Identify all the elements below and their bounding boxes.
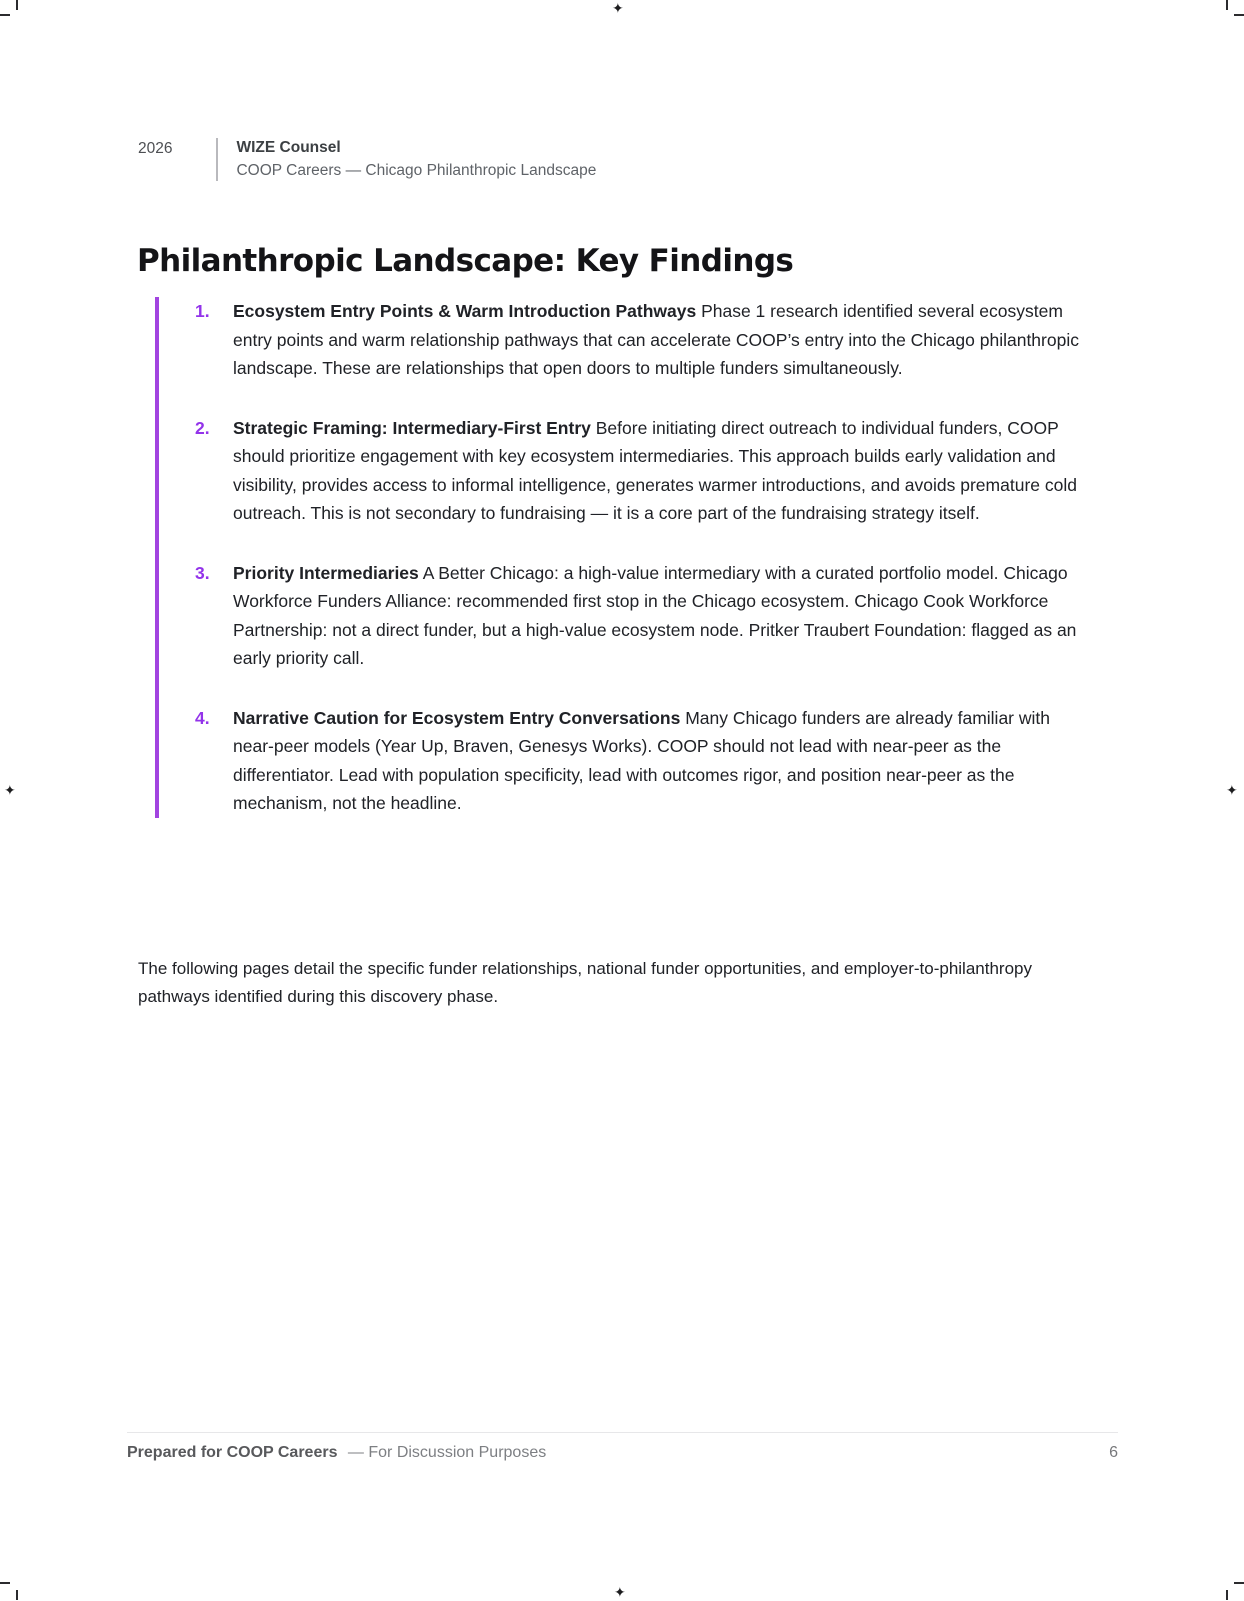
finding-text: Many Chicago funders are already familiar with near-peer models (Year Up, Braven, Genesys Works). COOP should not lead with near-peer as the differentiator. Lead with population specificity, lead with outcomes rigor, and position near-peer as the mechanism, not the headline. [233,707,1050,813]
finding-number: 1. [195,301,210,321]
page-number: 6 [1109,1444,1118,1461]
header-divider [216,138,218,181]
finding-text: Before initiating direct outreach to individual funders, COOP should prioritize engagement with key ecosystem intermediaries. This approach builds early validation and visibility, provides access to informal intelligence, generates warmer introductions, and avoids premature cold outreach. This is not secondary to fundraising — it is a core part of the fundraising strategy itself. [233,417,1077,523]
crop-mark-bottom-right-vertical [1226,1590,1228,1600]
finding-title: Narrative Caution for Ecosystem Entry Conversations [233,707,681,728]
list-item-finding-2 [195,414,1084,528]
footer-left-text [127,1444,546,1462]
finding-body [233,297,1084,383]
finding-body [233,704,1084,818]
crop-mark-top-left-vertical [16,0,18,10]
finding-number: 2. [195,417,210,438]
document-header [138,138,596,181]
finding-title: Priority Intermediaries [233,562,419,583]
registration-star-icon-bottom: ✦ [614,1585,626,1601]
registration-star-icon-right: ✦ [1226,783,1238,799]
finding-text: A Better Chicago: a high-value intermediary with a curated portfolio model. Chicago Workforce Funders Alliance: recommended first stop in the Chicago ecosystem. Chicago Cook Workforce Partnership: not a direct funder, but a high-value ecosystem node. Pritker Traubert Foundation: flagged as an early priority call. [233,562,1077,668]
crop-mark-top-left-horizontal [0,14,10,16]
footer-purpose-label: — For Discussion Purposes [347,1444,547,1461]
finding-number: 3. [195,562,210,583]
finding-title: Ecosystem Entry Points & Warm Introduction Pathways [233,301,697,321]
crop-mark-top-right-horizontal [1234,14,1244,16]
finding-body [233,559,1084,673]
finding-text: Phase 1 research identified several ecosystem entry points and warm relationship pathways that can accelerate COOP’s entry into the Chicago philanthropic landscape. These are relationships that open doors to multiple funders simultaneously. [233,301,1079,378]
list-item-finding-1 [195,297,1084,383]
registration-star-icon-top: ✦ [612,1,624,17]
footer-prepared-label: Prepared for COOP Careers [127,1444,338,1461]
footer-divider-line [127,1432,1118,1433]
header-report-subtitle: COOP Careers — Chicago Philanthropic Landscape [236,162,597,179]
registration-star-icon-left: ✦ [4,783,16,799]
finding-title: Strategic Framing: Intermediary-First Entry [233,417,591,438]
crop-mark-bottom-left-vertical [16,1590,18,1600]
list-item-finding-4 [195,704,1084,818]
finding-number: 4. [195,707,210,728]
header-year: 2026 [138,140,173,157]
header-org-name: WIZE Counsel [236,139,341,156]
page-footer [127,1444,1118,1462]
header-text-block [236,138,596,181]
page-title: Philanthropic Landscape: Key Findings [137,242,794,279]
crop-mark-bottom-left-horizontal [0,1582,10,1584]
key-findings-list [155,297,1084,818]
crop-mark-bottom-right-horizontal [1234,1582,1244,1584]
list-item-finding-3 [195,559,1084,673]
finding-body [233,414,1084,528]
closing-paragraph: The following pages detail the specific funder relationships, national funder opportunities, and employer-to-philanthropy pathways identified during this discovery phase. [138,959,1032,1006]
crop-mark-top-right-vertical [1226,0,1228,10]
